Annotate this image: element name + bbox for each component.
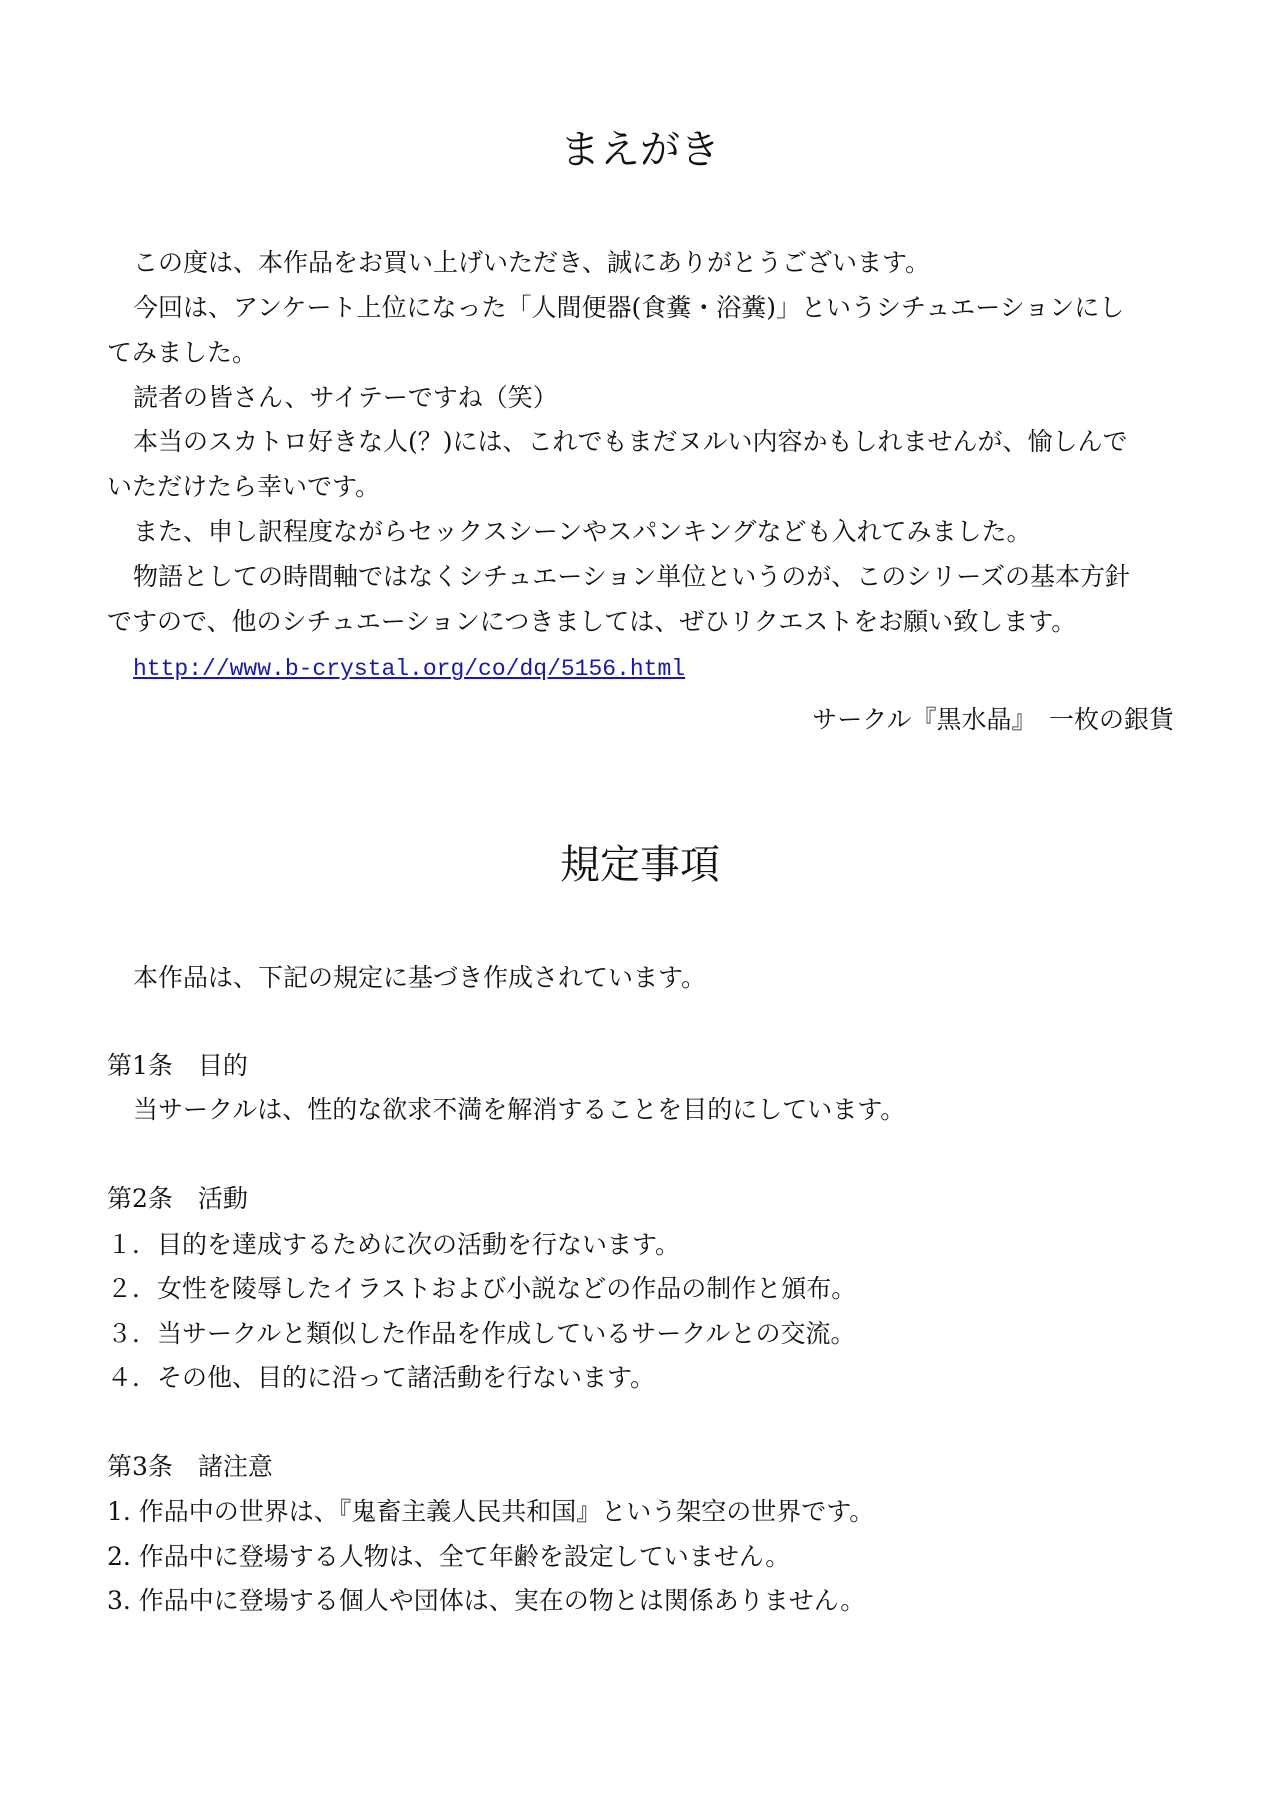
circle-link[interactable]: http://www.b-crystal.org/co/dq/5156.html xyxy=(133,656,686,682)
preface-line: また、申し訳程度ながらセックスシーンやスパンキングなども入れてみました。 xyxy=(133,517,1032,546)
article2-item: ４．その他、目的に沿って諸活動を行ないます。 xyxy=(107,1363,656,1392)
rules-title: 規定事項 xyxy=(560,842,720,888)
article3-heading: 第3条 諸注意 xyxy=(107,1452,273,1481)
article3-item: 2. 作品中に登場する人物は、全て年齢を設定していません。 xyxy=(107,1542,791,1571)
preface-title: まえがき xyxy=(560,127,720,173)
preface-line: てみました。 xyxy=(107,338,258,367)
article3-item: 1. 作品中の世界は、『鬼畜主義人民共和国』という架空の世界です。 xyxy=(107,1497,875,1526)
article2-heading: 第2条 活動 xyxy=(107,1184,248,1213)
article3-item: 3. 作品中に登場する個人や団体は、実在の物とは関係ありません。 xyxy=(107,1586,866,1615)
article2-item: １．目的を達成するために次の活動を行ないます。 xyxy=(107,1230,681,1259)
preface-line: いただけたら幸いです。 xyxy=(107,472,381,501)
article1-text: 当サークルは、性的な欲求不満を解消することを目的にしています。 xyxy=(133,1095,906,1124)
preface-line: この度は、本作品をお買い上げいただき、誠にありがとうございます。 xyxy=(133,248,931,277)
signature: サークル『黒水晶』 一枚の銀貨 xyxy=(812,705,1174,734)
preface-line: 今回は、アンケート上位になった「人間便器(食糞・浴糞)」というシチュエーションにし xyxy=(133,293,1125,322)
rules-intro: 本作品は、下記の規定に基づき作成されています。 xyxy=(133,963,707,992)
preface-line: 物語としての時間軸ではなくシチュエーション単位というのが、このシリーズの基本方針 xyxy=(133,562,1131,591)
preface-line: 本当のスカトロ好きな人(？)には、これでもまだヌルい内容かもしれませんが、愉しんで xyxy=(133,427,1128,456)
article2-item: ２．女性を陵辱したイラストおよび小説などの作品の制作と頒布。 xyxy=(107,1274,857,1303)
article1-heading: 第1条 目的 xyxy=(107,1051,248,1080)
preface-line: ですので、他のシチュエーションにつきましては、ぜひリクエストをお願い致します。 xyxy=(107,607,1077,636)
article2-item: ３．当サークルと類似した作品を作成しているサークルとの交流。 xyxy=(107,1319,856,1348)
preface-line: 読者の皆さん、サイテーですね（笑） xyxy=(133,383,558,412)
